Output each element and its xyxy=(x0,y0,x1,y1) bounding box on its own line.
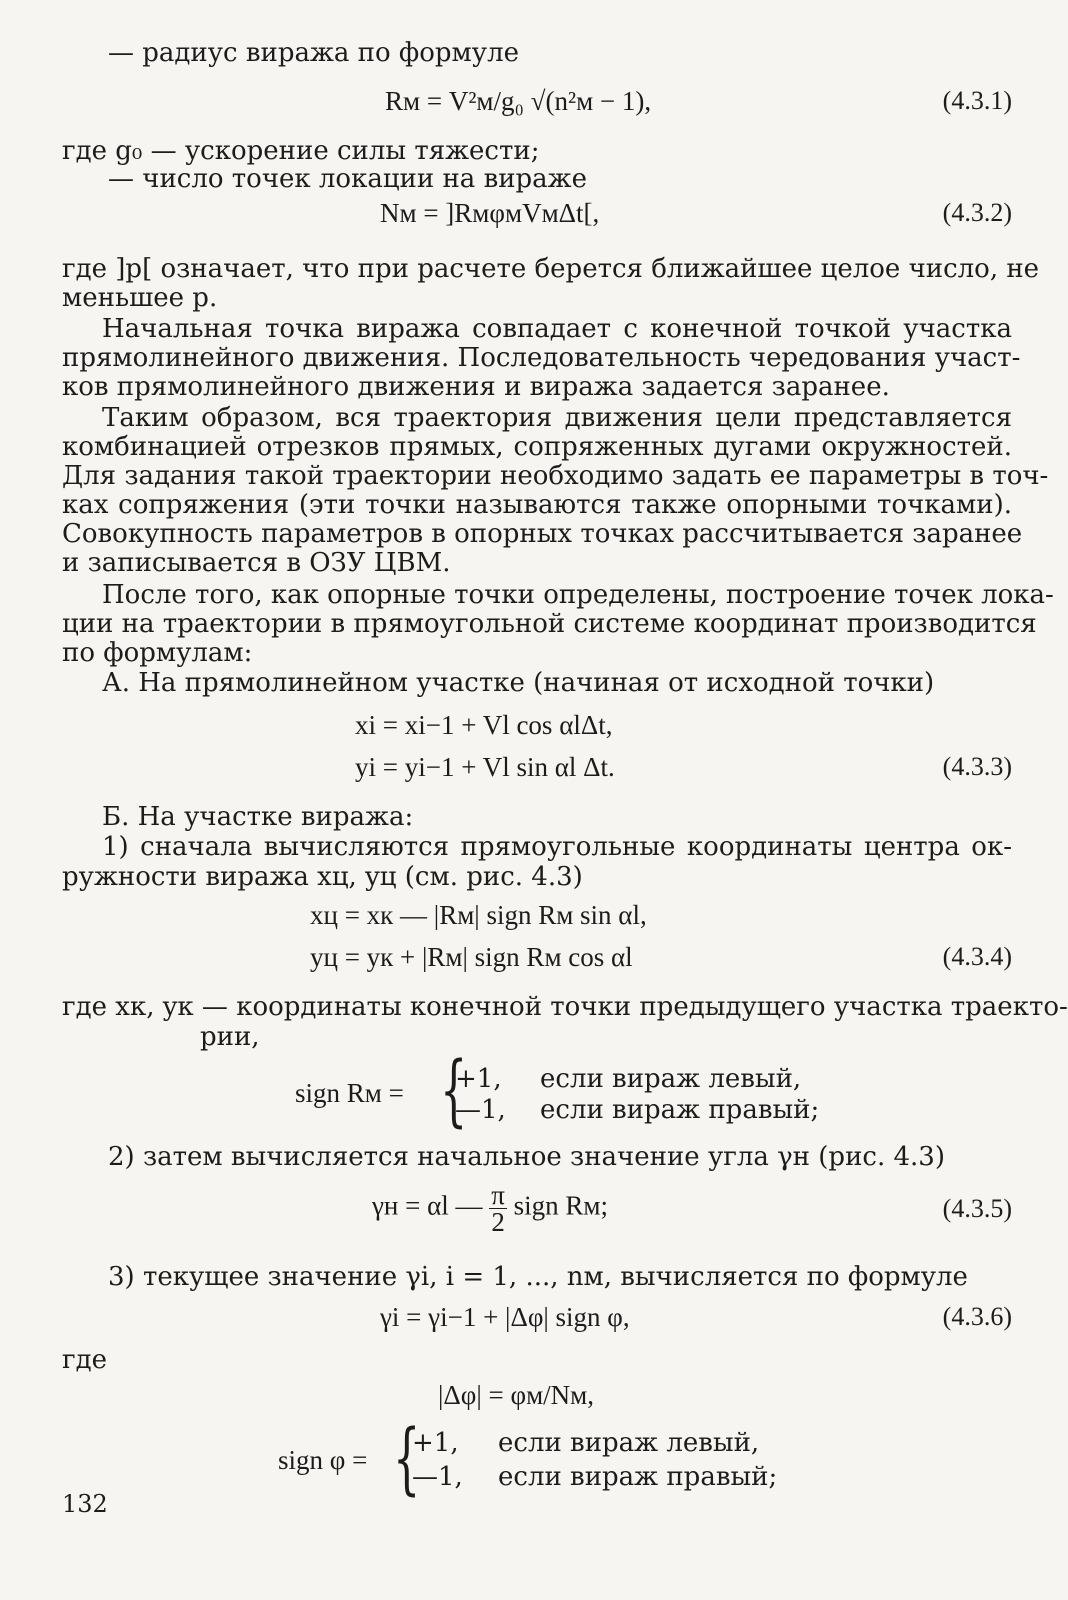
text-line: 3) текущее значение γi, i = 1, ..., nм, вычисляется по формуле xyxy=(108,1262,968,1292)
text-line: — радиус виража по формуле xyxy=(108,38,519,68)
fraction xyxy=(489,1182,507,1235)
formula-4-3-2: Nм = ]RмφмVмΔt[, xyxy=(380,198,600,228)
brace: { xyxy=(440,1046,468,1136)
text-line: Для задания такой траектории необходимо задать ее параметры в точ- xyxy=(62,461,1049,491)
text-line: А. На прямолинейном участке (начиная от исходной точки) xyxy=(102,668,935,698)
case-condition: если вираж правый; xyxy=(540,1095,820,1125)
case-condition: если вираж левый, xyxy=(540,1064,802,1094)
text-line: Б. На участке виража: xyxy=(102,802,414,832)
brace: { xyxy=(393,1414,421,1504)
equation-number: (4.3.5) xyxy=(942,1194,1012,1223)
equation-number: (4.3.6) xyxy=(942,1302,1012,1331)
text-line: где ]p[ означает, что при расчете берется ближайшее целое число, не xyxy=(62,254,1040,284)
text-line: меньшее p. xyxy=(62,283,218,313)
formula-part: γн = αl — xyxy=(372,1190,483,1221)
sign-r-lhs: sign Rм = xyxy=(295,1078,404,1108)
case-value: —1, xyxy=(412,1462,463,1492)
text-line: ках сопряжения (эти точки называются также опорными точками). xyxy=(62,490,1012,520)
text-line: После того, как опорные точки определены, построение точек лока- xyxy=(102,580,1054,610)
text-line: где g₀ — ускорение силы тяжести; xyxy=(62,136,540,166)
text-line: прямолинейного движения. Последовательность чередования участ- xyxy=(62,343,1021,373)
text-line: комбинацией отрезков прямых, сопряженных дугами окружностей. xyxy=(62,432,1012,462)
formula-delta-phi: |Δφ| = φм/Nм, xyxy=(438,1380,594,1410)
text-line: по формулам: xyxy=(62,638,253,668)
case-condition: если вираж левый, xyxy=(498,1428,760,1458)
formula-4-3-4b: yц = yк + |Rм| sign Rм cos αl xyxy=(310,942,633,972)
equation-number: (4.3.4) xyxy=(942,942,1012,971)
text-line: Начальная точка виража совпадает с конечной точкой участка xyxy=(102,314,1012,344)
text-line: Таким образом, вся траектория движения цели представляется xyxy=(102,403,1012,433)
equation-number: (4.3.1) xyxy=(942,86,1012,115)
formula-4-3-5 xyxy=(372,1182,608,1235)
formula-part: sign Rм; xyxy=(513,1190,609,1221)
text-line: Совокупность параметров в опорных точках рассчитывается заранее xyxy=(62,519,1023,549)
text-line: ции на траектории в прямоугольной системе координат производится xyxy=(62,609,1037,639)
formula-4-3-3a: xi = xi−1 + Vl cos αlΔt, xyxy=(355,710,613,740)
page-number: 132 xyxy=(62,1490,108,1518)
fraction-denominator: 2 xyxy=(491,1207,505,1237)
sign-phi-lhs: sign φ = xyxy=(278,1445,368,1475)
case-condition: если вираж правый; xyxy=(498,1462,778,1492)
text-line: и записывается в ОЗУ ЦВМ. xyxy=(62,548,451,578)
text-line: 2) затем вычисляется начальное значение угла γн (рис. 4.3) xyxy=(108,1142,945,1172)
text-line: ков прямолинейного движения и виража задается заранее. xyxy=(62,372,890,402)
text-line: ружности виража xц, yц (см. рис. 4.3) xyxy=(62,862,583,892)
text-line: где xyxy=(62,1345,108,1375)
text-line: рии, xyxy=(200,1022,260,1052)
formula-4-3-4a: xц = xк — |Rм| sign Rм sin αl, xyxy=(310,900,647,930)
equation-number: (4.3.3) xyxy=(942,752,1012,781)
case-value: +1, xyxy=(455,1064,502,1094)
fraction-numerator: π xyxy=(491,1180,505,1210)
case-value: +1, xyxy=(412,1428,459,1458)
text-line: — число точек локации на вираже xyxy=(108,164,587,194)
case-value: —1, xyxy=(455,1095,506,1125)
formula-4-3-6: γi = γi−1 + |Δφ| sign φ, xyxy=(380,1302,630,1332)
equation-number: (4.3.2) xyxy=(942,198,1012,227)
formula-4-3-1: Rм = V²м/g₀ √(n²м − 1), xyxy=(385,86,652,116)
text-line: где xк, yк — координаты конечной точки предыдущего участка траекто- xyxy=(62,992,1068,1022)
text-line: 1) сначала вычисляются прямоугольные координаты центра ок- xyxy=(102,832,1012,862)
formula-4-3-3b: yi = yi−1 + Vl sin αl Δt. xyxy=(355,752,615,782)
